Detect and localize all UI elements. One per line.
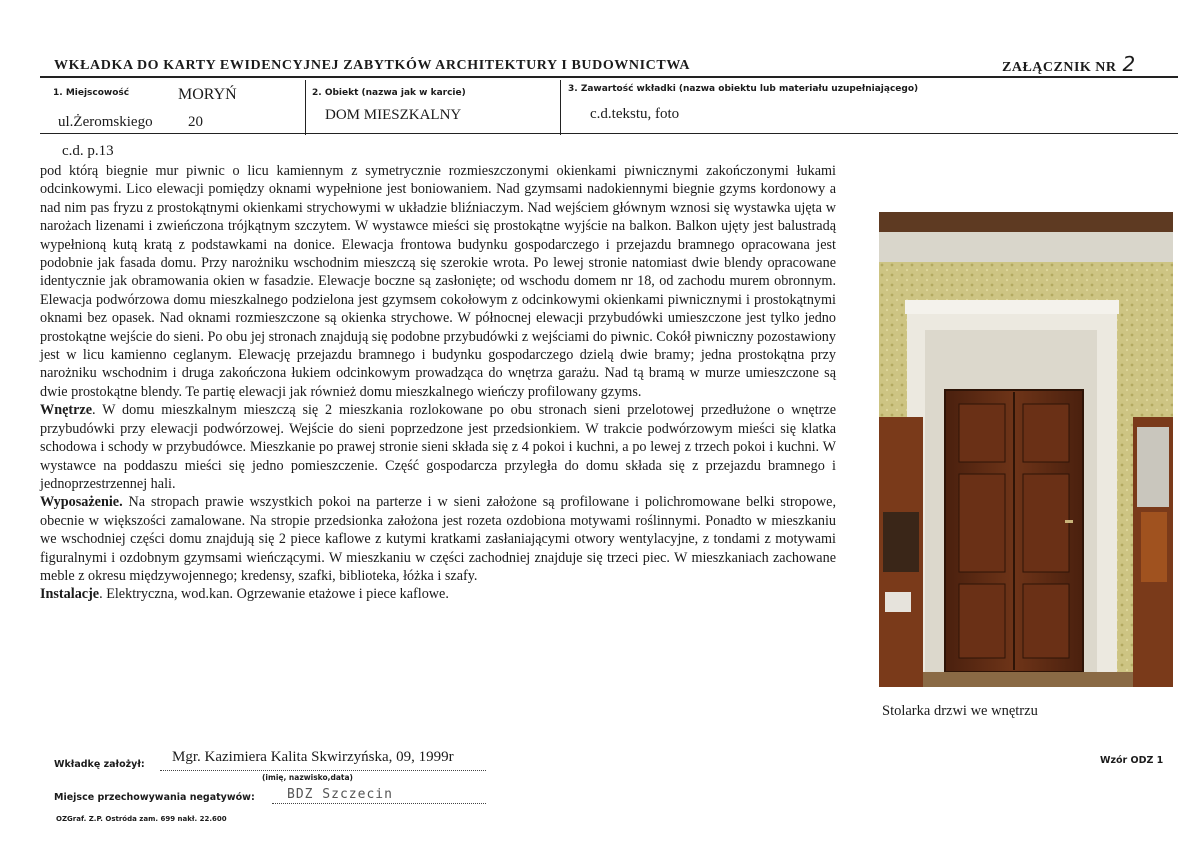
photo-caption: Stolarka drzwi we wnętrzu <box>882 703 1038 719</box>
author-dotline <box>160 770 486 771</box>
form-title: WKŁADKA DO KARTY EWIDENCYJNEJ ZABYTKÓW ARCHITEKTURY I BUDOWNICTWA <box>54 58 691 73</box>
storage-value: BDZ Szczecin <box>287 787 393 802</box>
annex-label-text: ZAŁĄCZNIK NR <box>1002 60 1117 75</box>
field-divider-1 <box>305 80 306 135</box>
annex-label <box>1002 52 1136 76</box>
content-label: 3. Zawartość wkładki (nazwa obiektu lub materiału uzupełniającego) <box>568 84 919 94</box>
interior-text: . W domu mieszkalnym mieszczą się 2 mieszkania rozlokowane po obu stronach sieni przelotowej przedłużone o wnętrze przybudówki przy elewacji podwórzowej. Wejście do sieni poprzedzone jest przedsionkiem. W trakcie podwórzowym mieści się klatka schodowa i schody w przybudówce. Mieszkanie po prawej stronie sieni składa się z 4 pokoi i kuchni, a po lewej z trzech pokoi i kuchni. W wystawce na poddaszu mieści się jedno pomieszczenie. Część gospodarcza przyległa do domu składa się z przejazdu bramnego i jednoprzestrzennej hali. <box>40 402 836 492</box>
paragraph-installations <box>40 585 836 603</box>
equipment-heading: Wyposażenie. <box>40 494 123 511</box>
paragraph-equipment <box>40 493 836 585</box>
description-text <box>40 162 836 604</box>
header-rule <box>40 76 1178 78</box>
interior-heading: Wnętrze <box>40 402 92 419</box>
installations-text: . Elektryczna, wod.kan. Ogrzewanie etażowe i piece kaflowe. <box>99 586 449 603</box>
field-bottom-rule <box>40 133 1178 134</box>
storage-label: Miejsce przechowywania negatywów: <box>54 792 255 803</box>
author-value: Mgr. Kazimiera Kalita Skwirzyńska, 09, 1999r <box>172 749 454 765</box>
content-value: c.d.tekstu, foto <box>590 106 680 122</box>
author-label: Wkładkę założył: <box>54 759 145 770</box>
annex-number: 2 <box>1122 52 1136 76</box>
place-label: 1. Miejscowość <box>53 88 130 98</box>
installations-heading: Instalacje <box>40 586 100 603</box>
paragraph-interior <box>40 401 836 493</box>
door-photo <box>879 212 1173 687</box>
author-hint: (imię, nazwisko,data) <box>262 773 353 782</box>
door-photo-image <box>879 212 1173 687</box>
object-value: DOM MIESZKALNY <box>325 107 462 123</box>
address-value: ul.Żeromskiego <box>58 114 153 130</box>
equipment-text: Na stropach prawie wszystkich pokoi na parterze i w sieni założone są profilowane i polichromowane belki stropowe, obecnie w większości zamalowane. Na stropie przedsionka założona jest rozeta ozdobiona motywami roślinnymi. Ponadto w mieszkaniu we wschodniej części domu znajdują się 2 piece kaflowe z kutymi kratkami zasłaniającymi otwory wentylacyjne, z tondami z motywami figuralnymi i ozdobnym gzymsami wieńczącymi. W mieszkaniu w części zachodniej znajduje się trzeci piec. W mieszkaniach zachowane meble z okresu międzywojennego; kredensy, szafki, biblioteka, łóżka i szafy. <box>40 494 836 584</box>
address-number: 20 <box>188 114 203 130</box>
paragraph-facade: pod którą biegnie mur piwnic o licu kamiennym z symetrycznie rozmieszczonymi okienkami piwnicznymi zakończonymi łukami odcinkowymi. Lico elewacji pomiędzy oknami wypełnione jest boniowaniem. Nad gzymsami nadokiennymi biegnie gzyms kordonowy a nad nim pas fryzu z prostokątnymi okienkami strychowymi w układzie bliźniaczym. Nad wejściem głównym wznosi się wystawka ujęta w narożach lizenami i zwieńczona trójkątnym szczytem. W wystawce mieści się prostokątne wyjście na balkon. Balkon ujęty jest balustradą wypełnioną kutą kratą z podstawkami na donice. Elewacja frontowa budynku gospodarczego i przejazdu bramnego opracowana jest podobnie jak fasada domu. Przy narożniku wschodnim mieszczą się szerokie wrota. Po lewej stronie natomiast dwie blendy opracowane identycznie jak obramowania okien w fasadzie. Elewacje boczne są zasłonięte; od wschodu domem nr 18, od zachodu murem obronnym. Elewacja podwórzowa domu mieszkalnego podzielona jest gzymsem cokołowym z odcinkowymi okienkami piwnicznymi i prostokątnymi oknami bez opasek. Nad oknami rozmieszczone są okienka strychowe. W północnej elewacji przybudówki umieszczone jest tylko jedno prostokątne wejście do sieni. Po obu jej stronach znajdują się podobne przybudówki z wejściami do piwnic. Cokół piwniczny pozostawiony jest w licu kamienno ceglanym. Elewację przejazdu bramnego i budynku gospodarczego dzielą dwie bramy; jedna prostokątna przy narożniku wschodnim i druga zakończona łukiem odcinkowym prowadząca do wnętrza garażu. Nad tą bramą w murze umieszczone są dwie prostokątne blendy. Te partię elewacji jak również domu mieszkalnego wieńczy profilowany gzyms. <box>40 163 836 400</box>
form-number: Wzór ODZ 1 <box>1100 755 1164 766</box>
field-divider-2 <box>560 80 561 135</box>
object-label: 2. Obiekt (nazwa jak w karcie) <box>312 88 466 98</box>
continuation-note: c.d. p.13 <box>62 143 114 159</box>
print-info: OZGraf. Z.P. Ostróda zam. 699 nakł. 22.600 <box>56 815 227 823</box>
storage-dotline <box>272 803 486 804</box>
place-value: MORYŃ <box>178 86 237 103</box>
